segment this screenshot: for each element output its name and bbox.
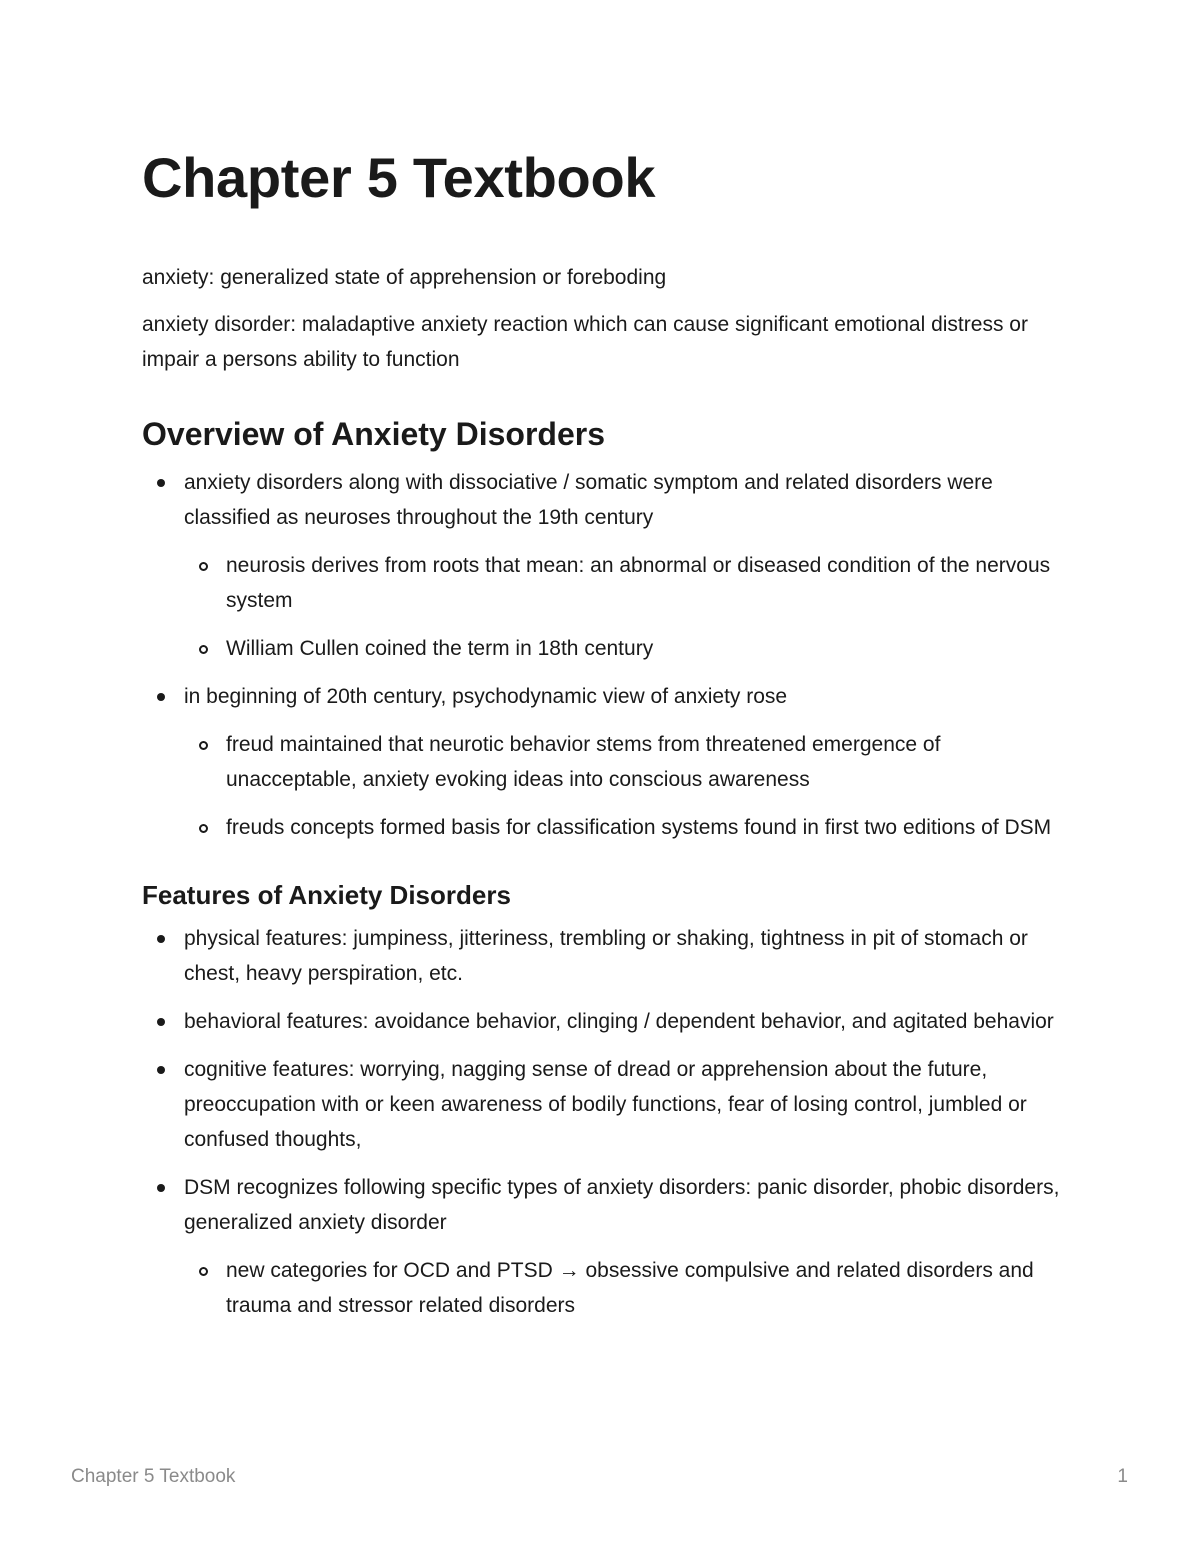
section-heading-overview: Overview of Anxiety Disorders bbox=[142, 416, 605, 452]
list-item-text: anxiety disorders along with dissociative / somatic symptom and related disorders were classified as neuroses throughout the 19th century bbox=[184, 471, 993, 529]
list-item bbox=[142, 921, 1072, 991]
list-item-text: in beginning of 20th century, psychodynamic view of anxiety rose bbox=[184, 685, 788, 708]
sub-list-item-text: freuds concepts formed basis for classification systems found in first two editions of DSM bbox=[226, 816, 1052, 839]
list-item-text: cognitive features: worrying, nagging sense of dread or apprehension about the future, preoccupation with or keen awareness of bodily functions, fear of losing control, jumbled or confused thoughts, bbox=[184, 1058, 1027, 1151]
sub-list-item bbox=[184, 631, 1072, 666]
overview-list bbox=[142, 465, 1072, 845]
sub-list-item bbox=[184, 810, 1072, 845]
list-item-text: behavioral features: avoidance behavior, clinging / dependent behavior, and agitated behavior bbox=[184, 1010, 1054, 1033]
page-content bbox=[142, 142, 1072, 1336]
definition-anxiety-disorder: anxiety disorder: maladaptive anxiety reaction which can cause significant emotional distress or impair a persons ability to function bbox=[142, 313, 1028, 371]
sub-list bbox=[184, 727, 1072, 845]
sub-list-item bbox=[184, 1253, 1072, 1323]
bullet-disc-icon bbox=[157, 1018, 165, 1026]
sub-list-item-text: William Cullen coined the term in 18th century bbox=[226, 637, 654, 660]
sub-list-item bbox=[184, 727, 1072, 797]
bullet-disc-icon bbox=[157, 479, 165, 487]
bullet-circle-icon bbox=[199, 562, 208, 571]
page-title: Chapter 5 Textbook bbox=[142, 146, 656, 209]
sub-list bbox=[184, 548, 1072, 666]
section-heading-features: Features of Anxiety Disorders bbox=[142, 880, 511, 910]
bullet-disc-icon bbox=[157, 693, 165, 701]
definitions bbox=[142, 260, 1072, 377]
list-item bbox=[142, 679, 1072, 845]
list-item-text: physical features: jumpiness, jitteriness, trembling or shaking, tightness in pit of stomach or chest, heavy perspiration, etc. bbox=[184, 927, 1028, 985]
bullet-circle-icon bbox=[199, 1267, 208, 1276]
list-item bbox=[142, 465, 1072, 666]
definition-anxiety: anxiety: generalized state of apprehension or foreboding bbox=[142, 266, 667, 289]
list-item-text: DSM recognizes following specific types of anxiety disorders: panic disorder, phobic disorders, generalized anxiety disorder bbox=[184, 1176, 1060, 1234]
sub-list-item-text: neurosis derives from roots that mean: an abnormal or diseased condition of the nervous system bbox=[226, 554, 1051, 612]
sub-list-item-text: freud maintained that neurotic behavior stems from threatened emergence of unacceptable, anxiety evoking ideas into conscious awareness bbox=[226, 733, 941, 791]
sub-list bbox=[184, 1253, 1072, 1323]
list-item bbox=[142, 1052, 1072, 1157]
bullet-disc-icon bbox=[157, 1184, 165, 1192]
bullet-disc-icon bbox=[157, 1066, 165, 1074]
bullet-disc-icon bbox=[157, 935, 165, 943]
list-item bbox=[142, 1170, 1072, 1323]
bullet-circle-icon bbox=[199, 824, 208, 833]
footer-title: Chapter 5 Textbook bbox=[71, 1466, 236, 1487]
page-number: 1 bbox=[1117, 1466, 1128, 1487]
sub-list-item bbox=[184, 548, 1072, 618]
features-list bbox=[142, 921, 1072, 1323]
bullet-circle-icon bbox=[199, 741, 208, 750]
sub-list-item-text: new categories for OCD and PTSD → obsessive compulsive and related disorders and trauma and stressor related disorders bbox=[226, 1259, 1034, 1317]
bullet-circle-icon bbox=[199, 645, 208, 654]
list-item bbox=[142, 1004, 1072, 1039]
